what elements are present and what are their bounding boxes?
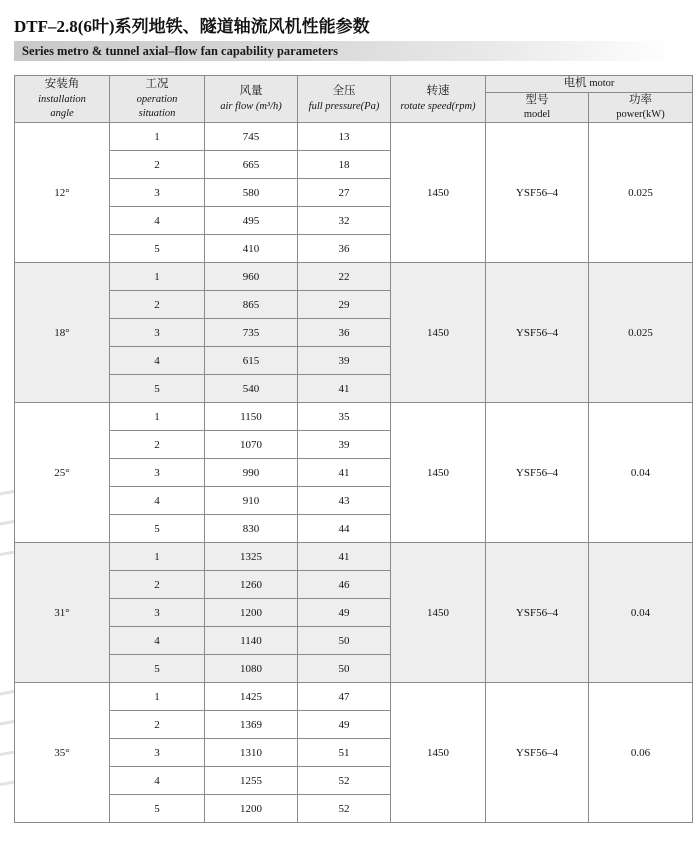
- cell-air-flow: 495: [205, 207, 298, 235]
- cell-full-pressure: 13: [298, 123, 391, 151]
- cell-air-flow: 1140: [205, 627, 298, 655]
- cell-operation-situation: 5: [110, 795, 205, 823]
- cell-air-flow: 1260: [205, 571, 298, 599]
- cell-operation-situation: 4: [110, 627, 205, 655]
- cell-air-flow: 540: [205, 375, 298, 403]
- cell-rotate-speed: 1450: [391, 543, 486, 683]
- cell-operation-situation: 5: [110, 655, 205, 683]
- cell-installation-angle: 18°: [15, 263, 110, 403]
- cell-rotate-speed: 1450: [391, 123, 486, 263]
- header-motor-en: motor: [589, 78, 615, 89]
- fan-parameters-table: [14, 75, 693, 823]
- cell-air-flow: 830: [205, 515, 298, 543]
- header-full-pressure-en: full pressure(Pa): [308, 100, 380, 112]
- header-installation-angle-en1: installation: [38, 93, 86, 105]
- header-row-top: [15, 76, 693, 93]
- cell-rotate-speed: 1450: [391, 683, 486, 823]
- cell-air-flow: 745: [205, 123, 298, 151]
- header-installation-angle-en2: angle: [50, 107, 74, 119]
- header-motor-model: [486, 92, 589, 123]
- cell-full-pressure: 49: [298, 599, 391, 627]
- cell-air-flow: 410: [205, 235, 298, 263]
- cell-air-flow: 910: [205, 487, 298, 515]
- cell-motor-power: 0.06: [589, 683, 693, 823]
- cell-motor-power: 0.04: [589, 543, 693, 683]
- cell-air-flow: 1200: [205, 795, 298, 823]
- cell-full-pressure: 50: [298, 655, 391, 683]
- cell-air-flow: 1425: [205, 683, 298, 711]
- cell-operation-situation: 2: [110, 711, 205, 739]
- cell-air-flow: 1325: [205, 543, 298, 571]
- subtitle-banner: [14, 41, 676, 61]
- cell-full-pressure: 52: [298, 767, 391, 795]
- cell-installation-angle: 25°: [15, 403, 110, 543]
- header-operation-en1: operation: [136, 93, 178, 105]
- header-full-pressure-cn: 全压: [332, 85, 356, 98]
- cell-full-pressure: 51: [298, 739, 391, 767]
- table-row: [15, 543, 693, 571]
- cell-air-flow: 665: [205, 151, 298, 179]
- header-rotate-speed: [391, 76, 486, 123]
- cell-air-flow: 1310: [205, 739, 298, 767]
- cell-operation-situation: 1: [110, 543, 205, 571]
- cell-full-pressure: 18: [298, 151, 391, 179]
- cell-full-pressure: 32: [298, 207, 391, 235]
- cell-full-pressure: 41: [298, 543, 391, 571]
- cell-motor-power: 0.04: [589, 403, 693, 543]
- cell-air-flow: 615: [205, 347, 298, 375]
- cell-full-pressure: 39: [298, 347, 391, 375]
- cell-full-pressure: 44: [298, 515, 391, 543]
- cell-air-flow: 1070: [205, 431, 298, 459]
- header-motor-power-en: power(kW): [616, 109, 665, 121]
- header-installation-angle: [15, 76, 110, 123]
- cell-rotate-speed: 1450: [391, 263, 486, 403]
- cell-motor-power: 0.025: [589, 263, 693, 403]
- cell-motor-model: YSF56–4: [486, 123, 589, 263]
- header-rotate-speed-en: rotate speed(rpm): [400, 100, 476, 112]
- header-motor-model-en: model: [523, 109, 551, 121]
- page-title: DTF–2.8(6叶)系列地铁、隧道轴流风机性能参数: [14, 17, 370, 36]
- cell-operation-situation: 2: [110, 571, 205, 599]
- cell-operation-situation: 3: [110, 179, 205, 207]
- cell-operation-situation: 4: [110, 487, 205, 515]
- table-body: [15, 123, 693, 823]
- cell-air-flow: 735: [205, 319, 298, 347]
- header-rotate-speed-cn: 转速: [426, 85, 450, 98]
- cell-full-pressure: 39: [298, 431, 391, 459]
- header-installation-angle-cn: 安装角: [44, 78, 80, 91]
- header-air-flow: [205, 76, 298, 123]
- cell-motor-model: YSF56–4: [486, 683, 589, 823]
- header-operation-situation: [110, 76, 205, 123]
- header-motor-power: [589, 92, 693, 123]
- table-row: [15, 403, 693, 431]
- cell-full-pressure: 27: [298, 179, 391, 207]
- cell-full-pressure: 36: [298, 235, 391, 263]
- cell-full-pressure: 46: [298, 571, 391, 599]
- cell-operation-situation: 2: [110, 291, 205, 319]
- cell-rotate-speed: 1450: [391, 403, 486, 543]
- cell-operation-situation: 2: [110, 151, 205, 179]
- header-motor-cn: 电机: [563, 77, 587, 89]
- cell-full-pressure: 43: [298, 487, 391, 515]
- header-motor: [486, 76, 693, 93]
- cell-air-flow: 1150: [205, 403, 298, 431]
- cell-installation-angle: 12°: [15, 123, 110, 263]
- table-row: [15, 263, 693, 291]
- cell-air-flow: 960: [205, 263, 298, 291]
- header-operation-cn: 工况: [145, 78, 169, 91]
- cell-motor-power: 0.025: [589, 123, 693, 263]
- cell-operation-situation: 3: [110, 319, 205, 347]
- cell-operation-situation: 4: [110, 767, 205, 795]
- cell-air-flow: 990: [205, 459, 298, 487]
- cell-operation-situation: 1: [110, 123, 205, 151]
- cell-full-pressure: 29: [298, 291, 391, 319]
- cell-motor-model: YSF56–4: [486, 263, 589, 403]
- cell-full-pressure: 49: [298, 711, 391, 739]
- cell-full-pressure: 35: [298, 403, 391, 431]
- cell-operation-situation: 3: [110, 459, 205, 487]
- cell-operation-situation: 3: [110, 739, 205, 767]
- cell-operation-situation: 3: [110, 599, 205, 627]
- header-motor-power-cn: 功率: [629, 93, 652, 106]
- header-air-flow-cn: 风量: [239, 85, 263, 98]
- cell-motor-model: YSF56–4: [486, 543, 589, 683]
- cell-air-flow: 1080: [205, 655, 298, 683]
- cell-air-flow: 1255: [205, 767, 298, 795]
- subtitle-text: Series metro & tunnel axial–flow fan capability parameters: [22, 43, 339, 58]
- cell-installation-angle: 31°: [15, 543, 110, 683]
- cell-air-flow: 865: [205, 291, 298, 319]
- cell-operation-situation: 1: [110, 263, 205, 291]
- cell-operation-situation: 4: [110, 207, 205, 235]
- cell-full-pressure: 47: [298, 683, 391, 711]
- cell-full-pressure: 22: [298, 263, 391, 291]
- cell-operation-situation: 5: [110, 235, 205, 263]
- table-header: [15, 76, 693, 123]
- cell-full-pressure: 52: [298, 795, 391, 823]
- table-row: [15, 123, 693, 151]
- cell-operation-situation: 2: [110, 431, 205, 459]
- cell-air-flow: 1369: [205, 711, 298, 739]
- header-air-flow-en: air flow (m³/h): [220, 100, 282, 112]
- header-motor-model-cn: 型号: [525, 93, 549, 106]
- cell-operation-situation: 1: [110, 403, 205, 431]
- cell-full-pressure: 36: [298, 319, 391, 347]
- table-row: [15, 683, 693, 711]
- cell-operation-situation: 1: [110, 683, 205, 711]
- cell-operation-situation: 4: [110, 347, 205, 375]
- header-operation-en2: situation: [138, 107, 176, 119]
- cell-air-flow: 1200: [205, 599, 298, 627]
- header-full-pressure: [298, 76, 391, 123]
- cell-operation-situation: 5: [110, 375, 205, 403]
- cell-air-flow: 580: [205, 179, 298, 207]
- cell-motor-model: YSF56–4: [486, 403, 589, 543]
- cell-full-pressure: 50: [298, 627, 391, 655]
- cell-operation-situation: 5: [110, 515, 205, 543]
- cell-full-pressure: 41: [298, 459, 391, 487]
- cell-full-pressure: 41: [298, 375, 391, 403]
- cell-installation-angle: 35°: [15, 683, 110, 823]
